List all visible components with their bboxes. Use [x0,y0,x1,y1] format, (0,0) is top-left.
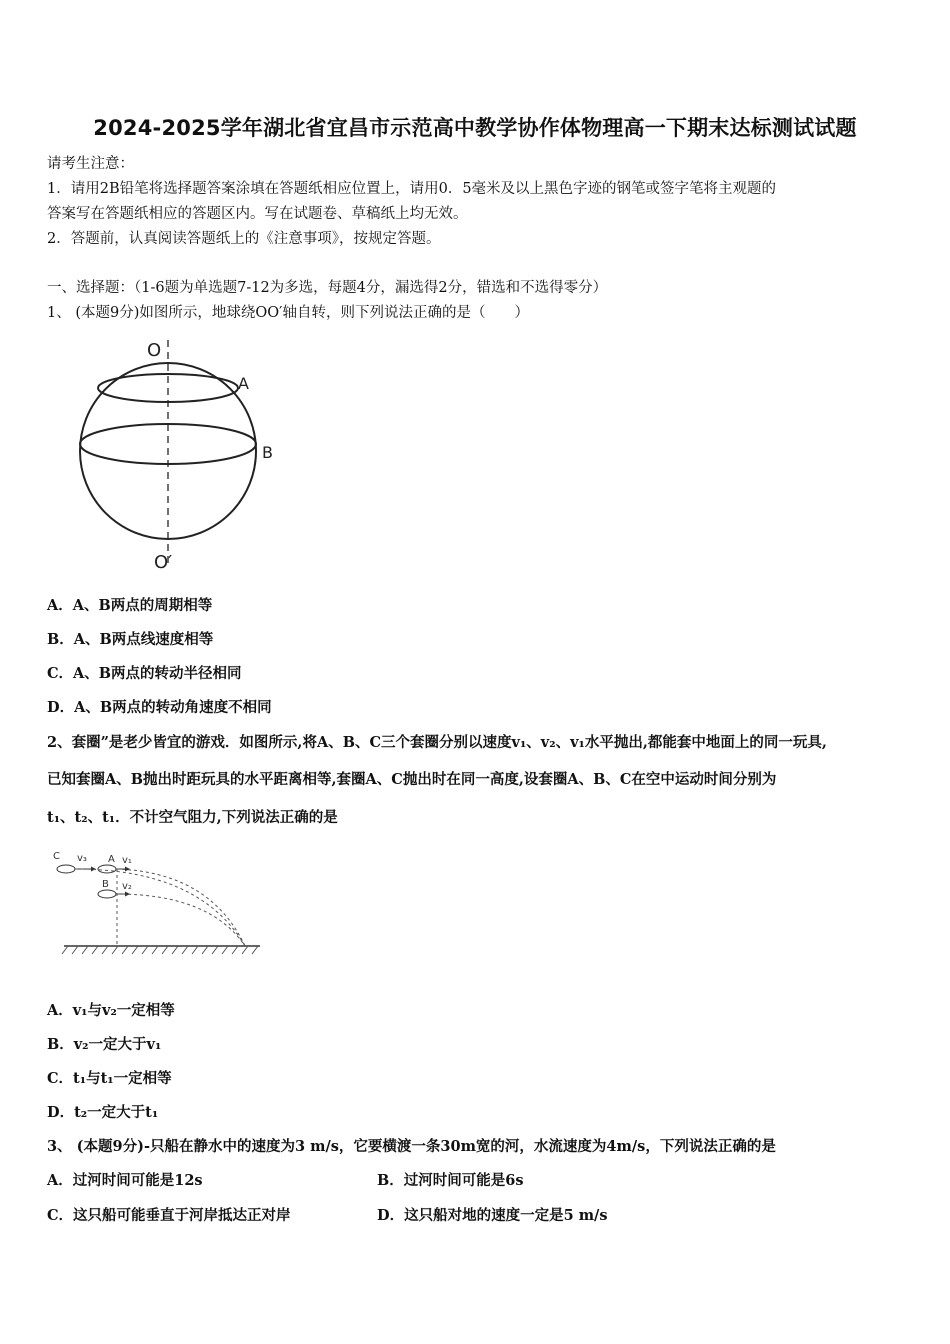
question-2-line-2: 已知套圈A、B抛出时距玩具的水平距离相等,套圈A、C抛出时在同一高度,设套圈A、B、C在空中运动时间分别为 [47,771,777,788]
trajectory-c [75,869,245,946]
question-2-option-d: D．t₂一定大于t₁ [47,1104,159,1121]
notice-item-1-line-1: 1．请用2B铅笔将选择题答案涂填在答题纸相应位置上，请用0．5毫米及以上黑色字迹的钢笔或签字笔将主观题的 [47,181,777,197]
question-3-option-b: B．过河时间可能是6s [377,1172,524,1189]
question-1-option-b: B．A、B两点线速度相等 [47,631,214,648]
question-1-option-c: C．A、B两点的转动半径相同 [47,665,242,682]
question-3-option-a: A．过河时间可能是12s [47,1172,203,1189]
notice-item-2: 2．答题前，认真阅读答题纸上的《注意事项》，按规定答题。 [47,231,441,247]
question-3-option-d: D．这只船对地的速度一定是5 m/s [377,1207,608,1224]
notice-item-1-line-2: 答案写在答题纸相应的答题区内。写在试题卷、草稿纸上均无效。 [47,206,468,222]
question-2-option-a: A．v₁与v₂一定相等 [47,1002,175,1019]
question-1-option-d: D．A、B两点的转动角速度不相同 [47,699,272,716]
question-1-stem: 1、 (本题9分)如图所示，地球绕OO′轴自转，则下列说法正确的是（ ） [47,305,529,321]
label-v2: v₂ [122,881,132,892]
point-label-b: B [262,443,273,462]
axis-label-top: O [147,340,162,361]
globe-figure [70,332,290,577]
label-v1: v₁ [122,855,132,866]
section-heading: 一、选择题：（1-6题为单选题7-12为多选，每题4分，漏选得2分，错选和不选得零分） [47,280,608,296]
question-3-stem: 3、 (本题9分)-只船在静水中的速度为3 m/s，它要横渡一条30m宽的河，水流速度为4m/s，下列说法正确的是 [47,1138,776,1155]
point-label-a: A [238,374,249,393]
ring-c [57,865,75,873]
question-2-line-3: t₁、t₂、t₁．不计空气阻力,下列说法正确的是 [47,809,338,826]
page-title: 2024-2025学年湖北省宜昌市示范高中教学协作体物理高一下期末达标测试试题 [93,116,857,140]
label-a: A [108,854,115,865]
ring-b [98,890,116,898]
label-c: C [53,851,60,862]
question-3-option-c: C．这只船可能垂直于河岸抵达正对岸 [47,1207,291,1224]
ring-toss-figure [50,842,270,960]
notice-heading: 请考生注意： [47,156,134,172]
question-2-option-c: C．t₁与t₁一定相等 [47,1070,172,1087]
axis-label-bottom: O′ [154,552,173,573]
question-2-option-b: B．v₂一定大于v₁ [47,1036,162,1053]
question-1-option-a: A．A、B两点的周期相等 [47,597,213,614]
label-v3: v₃ [77,853,87,864]
trajectory-a [116,869,245,946]
label-b: B [102,879,109,890]
question-2-line-1: 2、套圈”是老少皆宜的游戏．如图所示,将A、B、C三个套圈分别以速度v₁、v₂、v₁水平抛出,都能套中地面上的同一玩具, [47,734,827,751]
ring-a [98,865,116,873]
